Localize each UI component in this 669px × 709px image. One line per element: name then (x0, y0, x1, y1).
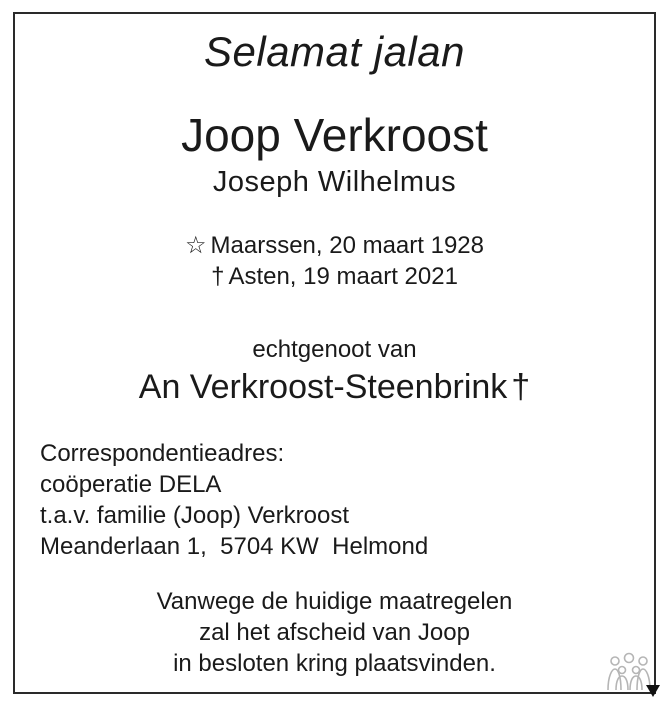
star-icon: ☆ (185, 232, 207, 259)
death-text: Asten, 19 maart 2021 (228, 263, 458, 290)
funeral-notice (13, 586, 656, 679)
spouse-line (13, 368, 656, 407)
spouse-name: An Verkroost-Steenbrink (138, 368, 508, 406)
deceased-given-names: Joseph Wilhelmus (212, 166, 457, 198)
address-line: coöperatie DELA (40, 471, 222, 498)
address-line: t.a.v. familie (Joop) Verkroost (40, 502, 349, 529)
deceased-name: Joop Verkroost (181, 109, 488, 161)
address-line: Correspondentieadres: (40, 440, 285, 467)
birth-text: Maarssen, 20 maart 1928 (210, 232, 484, 259)
triangle-down-icon[interactable] (645, 684, 661, 698)
cross-icon: † (211, 263, 225, 290)
death-line (13, 263, 656, 291)
address-line: Meanderlaan 1, 5704 KW Helmond (40, 533, 429, 560)
spouse-cross-icon: † (511, 368, 531, 406)
spouse-intro: echtgenoot van (252, 336, 417, 363)
notice-line: zal het afscheid van Joop (199, 619, 470, 646)
notice-line: in besloten kring plaatsvinden. (173, 650, 496, 677)
notice-line: Vanwege de huidige maatregelen (156, 588, 513, 615)
correspondence-address (40, 438, 428, 562)
heading: Selamat jalan (204, 28, 465, 75)
birth-line (13, 231, 656, 260)
